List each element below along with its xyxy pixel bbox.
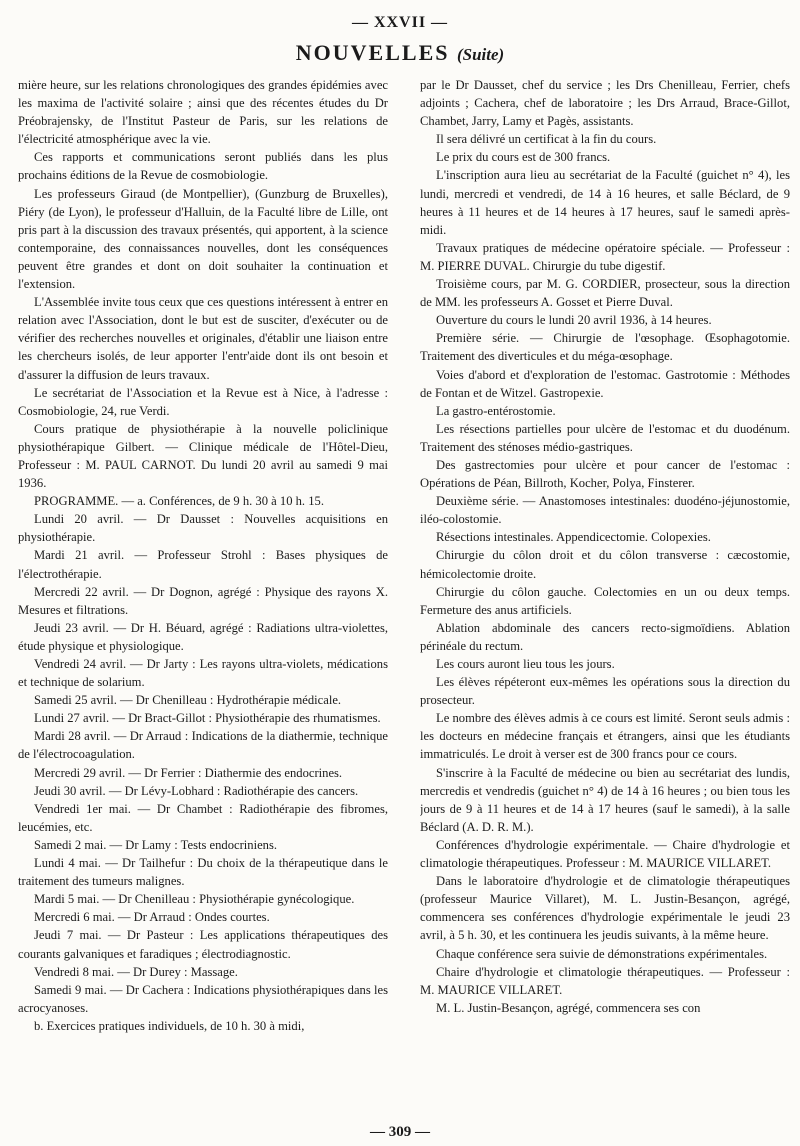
paragraph: par le Dr Dausset, chef du service ; les Drs Chenilleau, Ferrier, chefs adjoints ; Cachera, chef de laboratoire ; les Drs Arraud, Brace-Gillot, Chambet, Jarry, Lamy et Pagès, assistants. bbox=[420, 78, 790, 129]
paragraph: Mercredi 22 avril. — Dr Dognon, agrégé : Physique des rayons X. Mesures et filtrations. bbox=[18, 584, 388, 617]
roman-page-header: — XXVII — bbox=[351, 14, 449, 31]
paragraph: Vendredi 24 avril. — Dr Jarty : Les rayons ultra-violets, médications et technique de solarium. bbox=[18, 657, 388, 690]
paragraph: Mardi 28 avril. — Dr Arraud : Indications de la diathermie, technique de l'électrocoagulation. bbox=[18, 729, 388, 762]
right-column bbox=[420, 76, 790, 1112]
paragraph: Cours pratique de physiothérapie à la nouvelle policlinique physiothérapique Gilbert. — Clinique médicale de l'Hôtel-Dieu, Professeur : M. PAUL CARNOT. Du lundi 20 avril au samedi 9 mai 1936. bbox=[18, 421, 388, 491]
paragraph: Des gastrectomies pour ulcère et pour cancer de l'estomac : Opérations de Péan, Billroth, Kocher, Polya, Finsterer. bbox=[420, 457, 790, 491]
paragraph: Deuxième série. — Anastomoses intestinales: duodéno-jéjunostomie, iléo-colostomie. bbox=[420, 494, 790, 527]
paragraph: M. L. Justin-Besançon, agrégé, commencera ses con bbox=[436, 1000, 701, 1015]
paragraph: Le secrétariat de l'Association et la Revue est à Nice, à l'adresse : Cosmobiologie, 24, rue Verdi. bbox=[18, 385, 388, 418]
paragraph: Le prix du cours est de 300 francs. bbox=[436, 150, 611, 165]
paragraph: PROGRAMME. — a. Conférences, de 9 h. 30 à 10 h. 15. bbox=[34, 494, 324, 509]
paragraph: Mercredi 6 mai. — Dr Arraud : Ondes courtes. bbox=[34, 910, 270, 925]
paragraph: Chirurgie du côlon droit et du côlon transverse : cæcostomie, hémicolectomie droite. bbox=[420, 548, 790, 581]
paragraph: Conférences d'hydrologie expérimentale. — Chaire d'hydrologie et climatologie thérapeutiques. Professeur : M. MAURICE VILLARET. bbox=[420, 837, 790, 871]
section-title bbox=[0, 40, 800, 66]
paragraph: Dans le laboratoire d'hydrologie et de climatologie thérapeutiques (professeur Maurice Villaret), M. L. Justin-Besançon, agrégé, commencera ses conférences d'hydrologie expérimentale le jeudi 23 avril, à 5 h. 30, et les continuera les jeudis suivants, à la même heure. bbox=[420, 874, 790, 943]
paragraph: Vendredi 8 mai. — Dr Durey : Massage. bbox=[34, 964, 238, 979]
paragraph: Samedi 2 mai. — Dr Lamy : Tests endocriniens. bbox=[34, 837, 278, 852]
paragraph: Ces rapports et communications seront publiés dans les plus prochains éditions de la Revue de cosmobiologie. bbox=[18, 150, 388, 183]
paragraph: b. Exercices pratiques individuels, de 10 h. 30 à midi, bbox=[34, 1018, 305, 1033]
title-suite: (Suite) bbox=[456, 45, 505, 64]
paragraph: Le nombre des élèves admis à ce cours est limité. Seront seuls admis : les docteurs en médecine français et étrangers, ainsi que les étudiants immatriculés. Le droit à verser est de 300 francs pour ce cours. bbox=[420, 711, 790, 762]
paragraph: Les résections partielles pour ulcère de l'estomac et du duodénum. Traitement des sténoses médio-gastriques. bbox=[420, 421, 790, 454]
paragraph: Chaire d'hydrologie et climatologie thérapeutiques. — Professeur : M. MAURICE VILLARET. bbox=[420, 964, 790, 997]
paragraph: Lundi 4 mai. — Dr Tailhefur : Du choix de la thérapeutique dans le traitement des tumeurs malignes. bbox=[18, 856, 388, 889]
paragraph: Chirurgie du côlon gauche. Colectomies en un ou deux temps. Fermeture des anus artificiels. bbox=[420, 584, 790, 617]
paragraph: Lundi 20 avril. — Dr Dausset : Nouvelles acquisitions en physiothérapie. bbox=[18, 512, 388, 545]
paragraph: Jeudi 30 avril. — Dr Lévy-Lobhard : Radiothérapie des cancers. bbox=[34, 783, 359, 798]
paragraph: Les professeurs Giraud (de Montpellier), (Gunzburg de Bruxelles), Piéry (de Lyon), le professeur d'Halluin, de la Faculté libre de Lille, ont pris part à la discussion des travaux présentés, qui apportent, à la science contemporaine, des connaissances nouvelles, dont les conséquences peuvent être grandes et dont on doit souhaiter la continuation et l'extension. bbox=[18, 186, 388, 292]
paragraph: Samedi 25 avril. — Dr Chenilleau : Hydrothérapie médicale. bbox=[34, 693, 342, 708]
paragraph: Vendredi 1er mai. — Dr Chambet : Radiothérapie des fibromes, leucémies, etc. bbox=[18, 801, 388, 834]
paragraph: Troisième cours, par M. G. CORDIER, prosecteur, sous la direction de MM. les professeurs A. Gosset et Pierre Duval. bbox=[420, 277, 790, 310]
paragraph: Jeudi 7 mai. — Dr Pasteur : Les applications thérapeutiques des courants galvaniques et faradiques ; électrodiagnostic. bbox=[18, 928, 388, 961]
paragraph: Voies d'abord et d'exploration de l'estomac. Gastrotomie : Méthodes de Fontan et de Witzel. Gastropexie. bbox=[420, 367, 790, 400]
paragraph: Samedi 9 mai. — Dr Cachera : Indications physiothérapiques dans les acrocyanoses. bbox=[18, 982, 388, 1015]
paragraph: Mardi 5 mai. — Dr Chenilleau : Physiothérapie gynécologique. bbox=[34, 892, 355, 907]
paragraph: L'inscription aura lieu au secrétariat de la Faculté (guichet n° 4), les lundi, mercredi et vendredi, de 14 à 16 heures, et salle Béclard, de 9 heures à 11 heures et de 14 heures à 17 heures, sauf le samedi après-midi. bbox=[420, 168, 790, 237]
paragraph: Les élèves répéteront eux-mêmes les opérations sous la direction du prosecteur. bbox=[420, 675, 790, 708]
paragraph: Ablation abdominale des cancers recto-sigmoïdiens. Ablation périnéale du rectum. bbox=[420, 620, 790, 653]
paragraph: Chaque conférence sera suivie de démonstrations expérimentales. bbox=[436, 946, 768, 961]
paragraph: L'Assemblée invite tous ceux que ces questions intéressent à entrer en relation avec l'Association, dont le but est de susciter, d'exécuter ou de vérifier des recherches nouvelles et originales, d'établir une liaison entre les chercheurs isolés, de leur apporter l'entr'aide dont ils ont besoin et d'assurer la diffusion de leurs travaux. bbox=[18, 295, 388, 382]
title-text: NOUVELLES bbox=[295, 40, 450, 65]
paragraph: Jeudi 23 avril. — Dr H. Béuard, agrégé : Radiations ultra-violettes, étude physique et physiologique. bbox=[18, 620, 388, 653]
left-column bbox=[18, 76, 388, 1112]
paragraph: Ouverture du cours le lundi 20 avril 1936, à 14 heures. bbox=[436, 313, 712, 328]
paragraph: Travaux pratiques de médecine opératoire spéciale. — Professeur : M. PIERRE DUVAL. Chirurgie du tube digestif. bbox=[420, 240, 790, 273]
paragraph: La gastro-entérostomie. bbox=[436, 403, 556, 418]
paragraph: Mercredi 29 avril. — Dr Ferrier : Diathermie des endocrines. bbox=[34, 765, 343, 780]
paragraph: Mardi 21 avril. — Professeur Strohl : Bases physiques de l'électrothérapie. bbox=[18, 548, 388, 581]
paragraph: mière heure, sur les relations chronologiques des grandes épidémies avec les maxima de l'activité solaire ; ainsi que des récentes études du Dr Préobrajensky, de l'Institut Pasteur de Paris, sur les relations de l'électricité atmosphérique avec la vie. bbox=[18, 78, 388, 147]
paragraph: S'inscrire à la Faculté de médecine ou bien au secrétariat des lundis, mercredis et vendredis (guichet n° 4) de 14 à 16 heures ; ou bien tous les jours de 9 à 11 heures et de 14 à 17 heures (sauf le samedi), à la salle Béclard (A. D. R. M.). bbox=[420, 765, 790, 834]
paragraph: Lundi 27 avril. — Dr Bract-Gillot : Physiothérapie des rhumatismes. bbox=[34, 711, 381, 726]
paragraph: Les cours auront lieu tous les jours. bbox=[436, 657, 615, 671]
paragraph: Première série. — Chirurgie de l'œsophage. Œsophagotomie. Traitement des diverticules et du méga-œsophage. bbox=[420, 331, 790, 364]
paragraph: Il sera délivré un certificat à la fin du cours. bbox=[436, 132, 657, 147]
paragraph: Résections intestinales. Appendicectomie. Colopexies. bbox=[436, 530, 711, 545]
page-number: — 309 — bbox=[370, 1124, 430, 1140]
